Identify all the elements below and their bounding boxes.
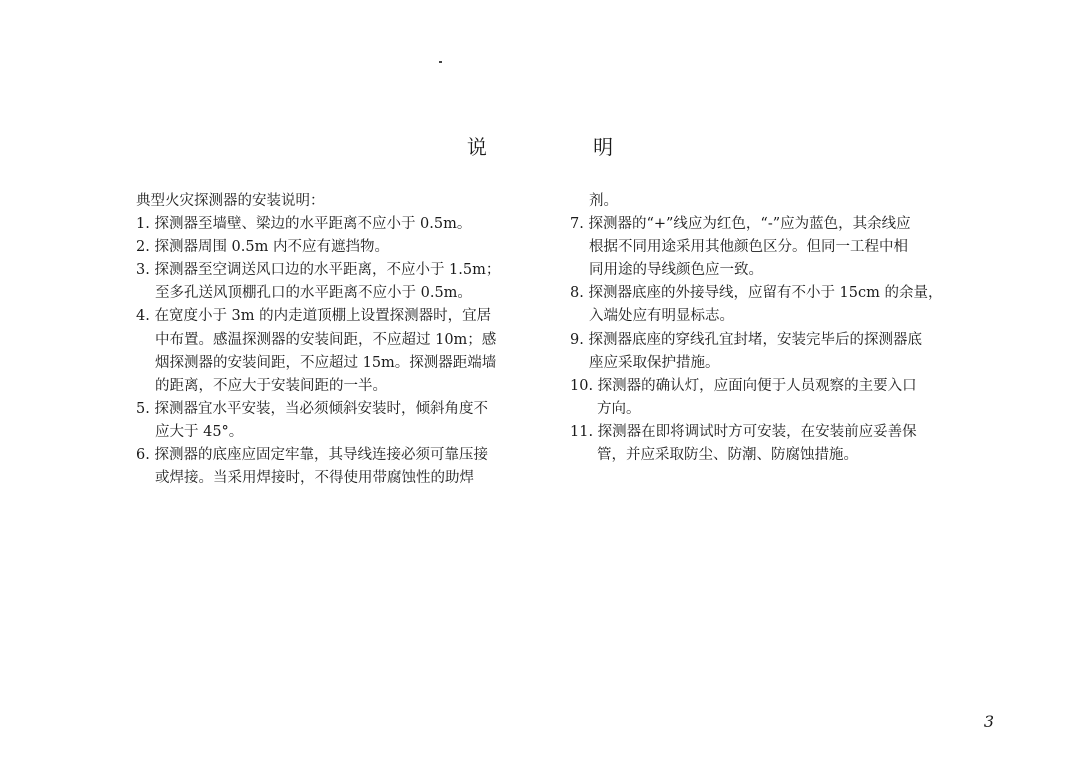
item-4-continuation: 烟探测器的安装间距，不应超过 15m。探测器距端墙 bbox=[155, 354, 497, 371]
item-2-line: 2. 探测器周围 0.5m 内不应有遮挡物。 bbox=[136, 239, 389, 256]
item-8-continuation: 入端处应有明显标志。 bbox=[589, 308, 734, 325]
item-6-line: 6. 探测器的底座应固定牢靠，其导线连接必须可靠压接 bbox=[136, 447, 488, 464]
item-4-line: 4. 在宽度小于 3m 的内走道顶棚上设置探测器时，宜居 bbox=[136, 308, 492, 325]
item-11-line: 11. 探测器在即将调试时方可安装，在安装前应妥善保 bbox=[570, 423, 917, 440]
item-7-continuation: 根据不同用途采用其他颜色区分。但同一工程中相 bbox=[589, 239, 908, 256]
right-column bbox=[570, 190, 960, 467]
item-6-continuation: 或焊接。当采用焊接时，不得使用带腐蚀性的助焊 bbox=[155, 470, 474, 487]
scan-speck bbox=[439, 61, 442, 63]
item-4-continuation: 的距离，不应大于安装间距的一半。 bbox=[155, 377, 387, 394]
item-4-continuation: 中布置。感温探测器的安装间距，不应超过 10m；感 bbox=[155, 331, 497, 348]
item-10-line: 10. 探测器的确认灯，应面向便于人员观察的主要入口 bbox=[570, 377, 917, 394]
item-9-line: 9. 探测器底座的穿线孔宜封堵，安装完毕后的探测器底 bbox=[570, 331, 922, 348]
left-column bbox=[136, 190, 518, 490]
item-3-line: 3. 探测器至空调送风口边的水平距离，不应小于 1.5m； bbox=[136, 262, 501, 279]
item-9-continuation: 座应采取保护措施。 bbox=[589, 354, 720, 371]
item-10-continuation: 方向。 bbox=[597, 400, 641, 417]
item-3-continuation: 至多孔送风顶棚孔口的水平距离不应小于 0.5m。 bbox=[155, 285, 472, 302]
page-title: 说 明 bbox=[466, 135, 664, 159]
item-5-continuation: 应大于 45°。 bbox=[155, 423, 244, 440]
intro-line: 典型火灾探测器的安装说明： bbox=[136, 193, 325, 209]
item-8-line: 8. 探测器底座的外接导线，应留有不小于 15cm 的余量， bbox=[570, 285, 943, 302]
item-6-continuation: 剂。 bbox=[589, 193, 618, 209]
item-5-line: 5. 探测器宜水平安装，当必须倾斜安装时，倾斜角度不 bbox=[136, 400, 488, 417]
item-7-line: 7. 探测器的“+”线应为红色，“-”应为蓝色，其余线应 bbox=[570, 216, 911, 233]
item-7-continuation: 同用途的导线颜色应一致。 bbox=[589, 262, 763, 279]
item-1-line: 1. 探测器至墙壁、梁边的水平距离不应小于 0.5m。 bbox=[136, 216, 472, 233]
page-number: 3 bbox=[983, 712, 994, 731]
item-11-continuation: 管，并应采取防尘、防潮、防腐蚀措施。 bbox=[597, 447, 858, 464]
